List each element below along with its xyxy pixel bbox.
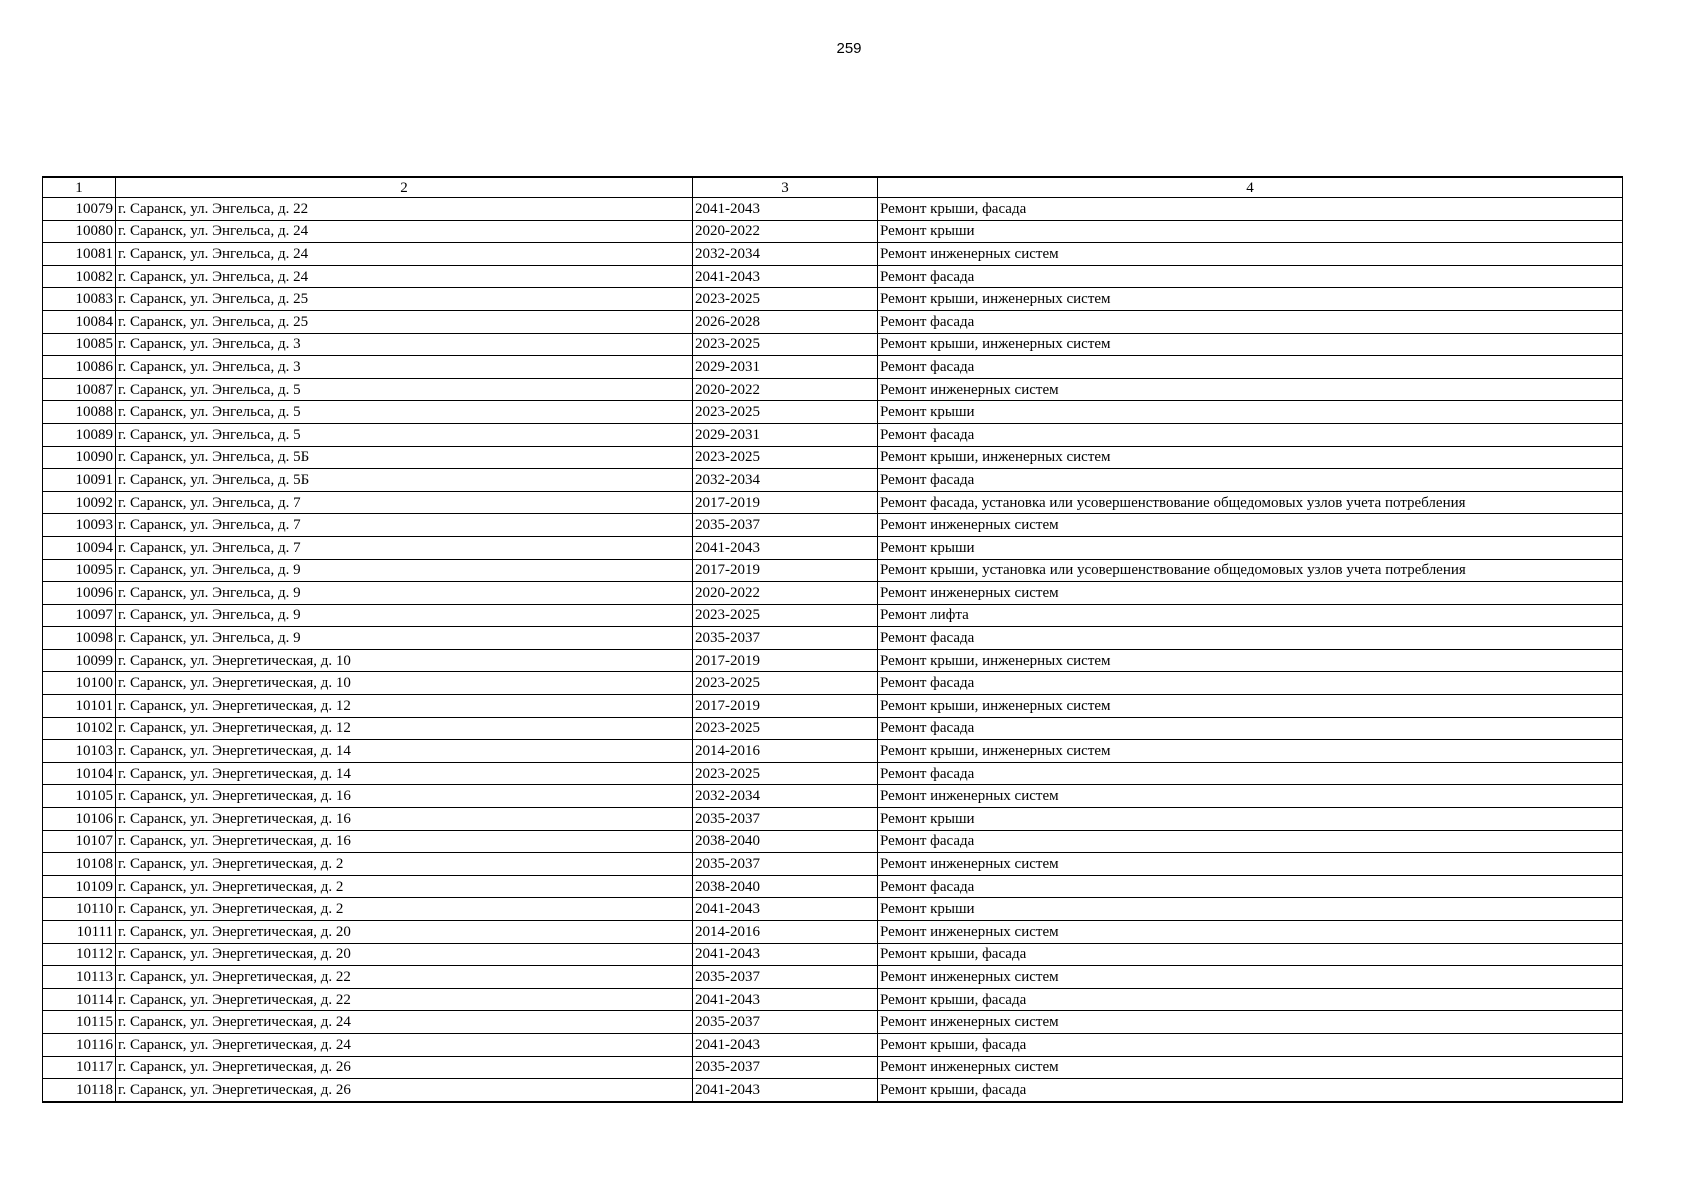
row-work-type: Ремонт инженерных систем <box>878 853 1623 876</box>
row-work-type: Ремонт крыши, инженерных систем <box>878 695 1623 718</box>
table-row <box>43 514 1623 537</box>
table-row <box>43 491 1623 514</box>
row-number: 10105 <box>43 785 116 808</box>
row-work-type: Ремонт фасада <box>878 762 1623 785</box>
row-address: г. Саранск, ул. Энгельса, д. 25 <box>116 310 693 333</box>
row-number: 10083 <box>43 288 116 311</box>
row-number: 10108 <box>43 853 116 876</box>
row-address: г. Саранск, ул. Энергетическая, д. 2 <box>116 898 693 921</box>
header-row <box>43 177 1623 198</box>
row-work-type: Ремонт фасада <box>878 469 1623 492</box>
row-work-type: Ремонт инженерных систем <box>878 582 1623 605</box>
row-address: г. Саранск, ул. Энергетическая, д. 16 <box>116 808 693 831</box>
table-row <box>43 921 1623 944</box>
table-row <box>43 740 1623 763</box>
table-row <box>43 582 1623 605</box>
table-row <box>43 310 1623 333</box>
row-number: 10107 <box>43 830 116 853</box>
row-address: г. Саранск, ул. Энгельса, д. 5 <box>116 423 693 446</box>
row-number: 10112 <box>43 943 116 966</box>
table-row <box>43 875 1623 898</box>
row-work-type: Ремонт крыши, инженерных систем <box>878 740 1623 763</box>
row-work-type: Ремонт инженерных систем <box>878 966 1623 989</box>
table-row <box>43 695 1623 718</box>
row-period: 2014-2016 <box>693 921 878 944</box>
row-address: г. Саранск, ул. Энергетическая, д. 12 <box>116 717 693 740</box>
row-period: 2023-2025 <box>693 604 878 627</box>
row-period: 2041-2043 <box>693 988 878 1011</box>
row-work-type: Ремонт крыши <box>878 220 1623 243</box>
row-work-type: Ремонт инженерных систем <box>878 514 1623 537</box>
row-period: 2020-2022 <box>693 582 878 605</box>
table-row <box>43 762 1623 785</box>
row-work-type: Ремонт крыши, установка или усовершенствование общедомовых узлов учета потребления <box>878 559 1623 582</box>
row-number: 10095 <box>43 559 116 582</box>
row-period: 2029-2031 <box>693 423 878 446</box>
row-period: 2023-2025 <box>693 333 878 356</box>
row-number: 10092 <box>43 491 116 514</box>
row-address: г. Саранск, ул. Энгельса, д. 5Б <box>116 446 693 469</box>
row-work-type: Ремонт фасада <box>878 356 1623 379</box>
row-work-type: Ремонт крыши <box>878 898 1623 921</box>
row-work-type: Ремонт крыши, фасада <box>878 198 1623 221</box>
row-period: 2035-2037 <box>693 808 878 831</box>
row-work-type: Ремонт крыши, фасада <box>878 1033 1623 1056</box>
row-number: 10093 <box>43 514 116 537</box>
row-number: 10096 <box>43 582 116 605</box>
row-work-type: Ремонт крыши <box>878 401 1623 424</box>
row-work-type: Ремонт крыши, инженерных систем <box>878 288 1623 311</box>
row-period: 2023-2025 <box>693 762 878 785</box>
row-number: 10084 <box>43 310 116 333</box>
table-row <box>43 649 1623 672</box>
table-row <box>43 423 1623 446</box>
row-address: г. Саранск, ул. Энгельса, д. 9 <box>116 559 693 582</box>
row-work-type: Ремонт инженерных систем <box>878 921 1623 944</box>
row-address: г. Саранск, ул. Энгельса, д. 25 <box>116 288 693 311</box>
table-row <box>43 1079 1623 1102</box>
table-row <box>43 198 1623 221</box>
row-period: 2041-2043 <box>693 198 878 221</box>
row-address: г. Саранск, ул. Энергетическая, д. 24 <box>116 1033 693 1056</box>
row-period: 2035-2037 <box>693 966 878 989</box>
row-number: 10109 <box>43 875 116 898</box>
row-address: г. Саранск, ул. Энергетическая, д. 22 <box>116 966 693 989</box>
row-period: 2017-2019 <box>693 491 878 514</box>
table-row <box>43 220 1623 243</box>
row-number: 10111 <box>43 921 116 944</box>
table-row <box>43 401 1623 424</box>
row-work-type: Ремонт фасада <box>878 830 1623 853</box>
row-address: г. Саранск, ул. Энергетическая, д. 20 <box>116 943 693 966</box>
table-body <box>43 198 1623 1102</box>
row-period: 2020-2022 <box>693 378 878 401</box>
row-period: 2041-2043 <box>693 536 878 559</box>
row-address: г. Саранск, ул. Энгельса, д. 22 <box>116 198 693 221</box>
row-period: 2041-2043 <box>693 898 878 921</box>
row-number: 10098 <box>43 627 116 650</box>
table-row <box>43 853 1623 876</box>
row-work-type: Ремонт лифта <box>878 604 1623 627</box>
row-period: 2029-2031 <box>693 356 878 379</box>
row-address: г. Саранск, ул. Энергетическая, д. 2 <box>116 875 693 898</box>
row-address: г. Саранск, ул. Энергетическая, д. 20 <box>116 921 693 944</box>
row-period: 2041-2043 <box>693 1033 878 1056</box>
table-row <box>43 943 1623 966</box>
row-number: 10116 <box>43 1033 116 1056</box>
row-address: г. Саранск, ул. Энгельса, д. 3 <box>116 333 693 356</box>
row-work-type: Ремонт инженерных систем <box>878 1011 1623 1034</box>
row-address: г. Саранск, ул. Энгельса, д. 9 <box>116 627 693 650</box>
table-row <box>43 627 1623 650</box>
table-row <box>43 1033 1623 1056</box>
row-number: 10094 <box>43 536 116 559</box>
row-address: г. Саранск, ул. Энгельса, д. 24 <box>116 265 693 288</box>
row-period: 2017-2019 <box>693 649 878 672</box>
row-address: г. Саранск, ул. Энгельса, д. 24 <box>116 220 693 243</box>
table-row <box>43 559 1623 582</box>
row-address: г. Саранск, ул. Энергетическая, д. 24 <box>116 1011 693 1034</box>
row-number: 10115 <box>43 1011 116 1034</box>
row-number: 10088 <box>43 401 116 424</box>
row-work-type: Ремонт фасада <box>878 717 1623 740</box>
table-row <box>43 672 1623 695</box>
row-work-type: Ремонт крыши, инженерных систем <box>878 649 1623 672</box>
row-work-type: Ремонт фасада, установка или усовершенствование общедомовых узлов учета потребления <box>878 491 1623 514</box>
table-row <box>43 446 1623 469</box>
row-period: 2035-2037 <box>693 1056 878 1079</box>
table-row <box>43 604 1623 627</box>
row-period: 2041-2043 <box>693 265 878 288</box>
row-period: 2041-2043 <box>693 943 878 966</box>
row-work-type: Ремонт крыши <box>878 808 1623 831</box>
page-number: 259 <box>836 40 862 57</box>
row-number: 10079 <box>43 198 116 221</box>
row-address: г. Саранск, ул. Энергетическая, д. 12 <box>116 695 693 718</box>
row-period: 2023-2025 <box>693 672 878 695</box>
row-number: 10085 <box>43 333 116 356</box>
row-number: 10099 <box>43 649 116 672</box>
row-period: 2023-2025 <box>693 446 878 469</box>
row-period: 2017-2019 <box>693 559 878 582</box>
row-work-type: Ремонт крыши, фасада <box>878 943 1623 966</box>
header-col-1: 1 <box>43 177 116 198</box>
header-col-2: 2 <box>116 177 693 198</box>
table-row <box>43 988 1623 1011</box>
row-number: 10103 <box>43 740 116 763</box>
row-number: 10104 <box>43 762 116 785</box>
row-number: 10080 <box>43 220 116 243</box>
row-address: г. Саранск, ул. Энгельса, д. 7 <box>116 514 693 537</box>
row-work-type: Ремонт инженерных систем <box>878 243 1623 266</box>
row-address: г. Саранск, ул. Энергетическая, д. 22 <box>116 988 693 1011</box>
row-period: 2020-2022 <box>693 220 878 243</box>
header-col-3: 3 <box>693 177 878 198</box>
table-row <box>43 717 1623 740</box>
row-address: г. Саранск, ул. Энергетическая, д. 10 <box>116 649 693 672</box>
row-period: 2023-2025 <box>693 288 878 311</box>
table-header <box>43 177 1623 198</box>
row-address: г. Саранск, ул. Энгельса, д. 7 <box>116 536 693 559</box>
table-row <box>43 243 1623 266</box>
row-period: 2023-2025 <box>693 401 878 424</box>
row-number: 10101 <box>43 695 116 718</box>
row-number: 10097 <box>43 604 116 627</box>
row-address: г. Саранск, ул. Энгельса, д. 5 <box>116 378 693 401</box>
row-period: 2035-2037 <box>693 627 878 650</box>
row-address: г. Саранск, ул. Энергетическая, д. 16 <box>116 785 693 808</box>
row-address: г. Саранск, ул. Энергетическая, д. 2 <box>116 853 693 876</box>
row-work-type: Ремонт фасада <box>878 672 1623 695</box>
row-number: 10087 <box>43 378 116 401</box>
row-address: г. Саранск, ул. Энгельса, д. 5 <box>116 401 693 424</box>
table-row <box>43 265 1623 288</box>
registry-table <box>42 176 1623 1103</box>
table-row <box>43 378 1623 401</box>
row-period: 2032-2034 <box>693 785 878 808</box>
row-address: г. Саранск, ул. Энергетическая, д. 10 <box>116 672 693 695</box>
table-row <box>43 1056 1623 1079</box>
row-address: г. Саранск, ул. Энергетическая, д. 14 <box>116 740 693 763</box>
row-work-type: Ремонт крыши, фасада <box>878 988 1623 1011</box>
row-work-type: Ремонт фасада <box>878 423 1623 446</box>
row-number: 10082 <box>43 265 116 288</box>
row-number: 10081 <box>43 243 116 266</box>
row-work-type: Ремонт фасада <box>878 875 1623 898</box>
row-work-type: Ремонт фасада <box>878 310 1623 333</box>
row-address: г. Саранск, ул. Энгельса, д. 3 <box>116 356 693 379</box>
row-period: 2017-2019 <box>693 695 878 718</box>
row-work-type: Ремонт инженерных систем <box>878 1056 1623 1079</box>
row-period: 2038-2040 <box>693 875 878 898</box>
row-address: г. Саранск, ул. Энгельса, д. 9 <box>116 604 693 627</box>
table-row <box>43 356 1623 379</box>
row-work-type: Ремонт крыши, фасада <box>878 1079 1623 1102</box>
row-number: 10113 <box>43 966 116 989</box>
row-address: г. Саранск, ул. Энгельса, д. 9 <box>116 582 693 605</box>
row-number: 10091 <box>43 469 116 492</box>
row-work-type: Ремонт инженерных систем <box>878 378 1623 401</box>
row-period: 2032-2034 <box>693 469 878 492</box>
row-number: 10089 <box>43 423 116 446</box>
row-work-type: Ремонт фасада <box>878 265 1623 288</box>
row-number: 10118 <box>43 1079 116 1102</box>
row-work-type: Ремонт инженерных систем <box>878 785 1623 808</box>
table-row <box>43 966 1623 989</box>
row-period: 2041-2043 <box>693 1079 878 1102</box>
row-address: г. Саранск, ул. Энгельса, д. 5Б <box>116 469 693 492</box>
row-address: г. Саранск, ул. Энергетическая, д. 14 <box>116 762 693 785</box>
table-row <box>43 785 1623 808</box>
row-work-type: Ремонт крыши, инженерных систем <box>878 446 1623 469</box>
table-row <box>43 808 1623 831</box>
table-row <box>43 469 1623 492</box>
row-work-type: Ремонт крыши <box>878 536 1623 559</box>
row-work-type: Ремонт фасада <box>878 627 1623 650</box>
row-period: 2035-2037 <box>693 853 878 876</box>
table-row <box>43 898 1623 921</box>
row-address: г. Саранск, ул. Энергетическая, д. 16 <box>116 830 693 853</box>
row-work-type: Ремонт крыши, инженерных систем <box>878 333 1623 356</box>
row-number: 10114 <box>43 988 116 1011</box>
row-number: 10117 <box>43 1056 116 1079</box>
row-address: г. Саранск, ул. Энергетическая, д. 26 <box>116 1056 693 1079</box>
header-col-4: 4 <box>878 177 1623 198</box>
row-period: 2023-2025 <box>693 717 878 740</box>
row-period: 2035-2037 <box>693 514 878 537</box>
row-period: 2032-2034 <box>693 243 878 266</box>
row-period: 2035-2037 <box>693 1011 878 1034</box>
row-number: 10106 <box>43 808 116 831</box>
table-row <box>43 536 1623 559</box>
row-address: г. Саранск, ул. Энгельса, д. 24 <box>116 243 693 266</box>
row-period: 2014-2016 <box>693 740 878 763</box>
row-number: 10090 <box>43 446 116 469</box>
row-address: г. Саранск, ул. Энгельса, д. 7 <box>116 491 693 514</box>
row-period: 2038-2040 <box>693 830 878 853</box>
row-period: 2026-2028 <box>693 310 878 333</box>
table-row <box>43 288 1623 311</box>
row-number: 10086 <box>43 356 116 379</box>
row-number: 10102 <box>43 717 116 740</box>
row-address: г. Саранск, ул. Энергетическая, д. 26 <box>116 1079 693 1102</box>
row-number: 10100 <box>43 672 116 695</box>
table-row <box>43 830 1623 853</box>
table-row <box>43 1011 1623 1034</box>
row-number: 10110 <box>43 898 116 921</box>
table-row <box>43 333 1623 356</box>
